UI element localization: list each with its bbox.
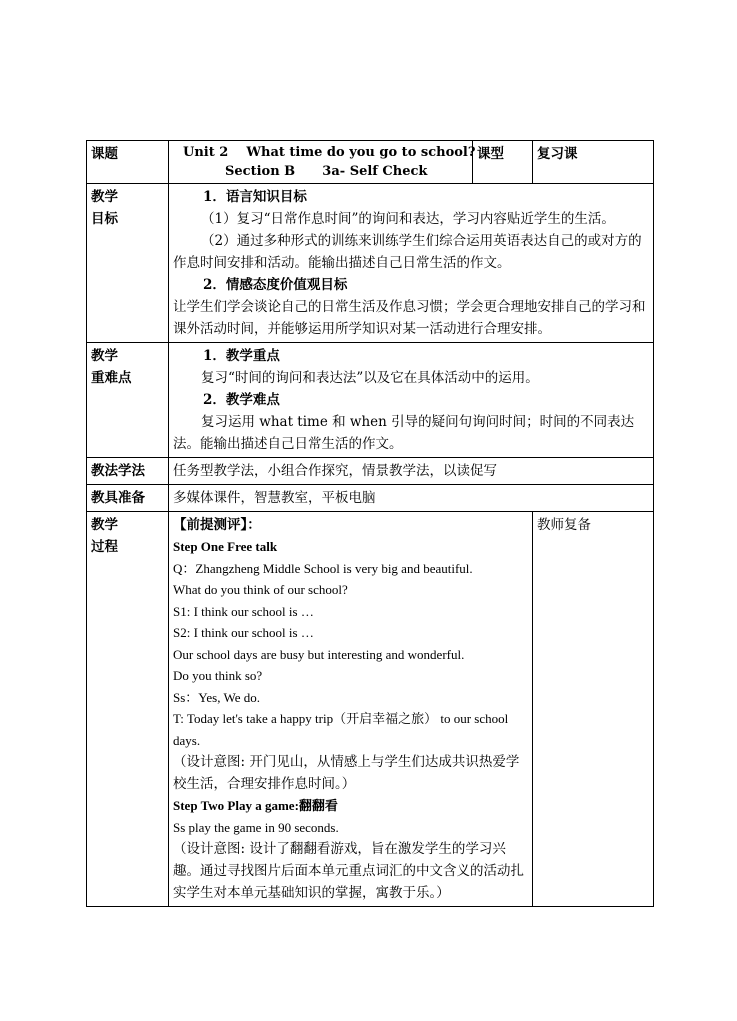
goals-item-1: （1）复习“日常作息时间”的询问和表达，学习内容贴近学生的生活。 <box>201 211 615 227</box>
key-heading-2: 2．教学难点 <box>203 392 280 408</box>
process-line-s1: S1: I think our school is … <box>173 603 314 619</box>
goals-label-1: 教学 <box>91 189 118 205</box>
process-line-what: What do you think of our school? <box>173 582 348 597</box>
goals-item-3: 让学生们学会谈论自己的日常生活及作息习惯；学会更合理地安排自己的学习和课外活动时间，并能够运用所学知识对某一活动进行合理安排。 <box>173 299 646 337</box>
process-label <box>87 512 169 907</box>
method-label: 教法学法 <box>87 458 169 485</box>
process-line-play: Ss play the game in 90 seconds. <box>173 819 339 835</box>
goals-heading-1: 1．语言知识目标 <box>203 189 307 205</box>
topic-title-line1: Unit 2 What time do you go to school? <box>183 145 476 160</box>
process-label-1: 教学 <box>91 517 118 533</box>
method-value: 任务型教学法，小组合作探究，情景教学法，以读促写 <box>169 458 654 485</box>
key-item-1: 复习“时间的询问和表达法”以及它在具体活动中的运用。 <box>201 370 539 386</box>
key-item-2: 复习运用 what time 和 when 引导的疑问句询问时间；时间的不同表达法。能输出描述自己日常生活的作文。 <box>173 414 635 452</box>
process-step-one: Step One Free talk <box>173 539 278 554</box>
topic-label: 课题 <box>87 141 169 184</box>
row-goals <box>87 184 654 343</box>
process-line-s2: S2: I think our school is … <box>173 625 314 640</box>
process-label-2: 过程 <box>91 539 118 555</box>
process-line-days: Our school days are busy but interesting and wonderful. <box>173 646 465 662</box>
lesson-plan-table <box>86 140 654 907</box>
goals-content <box>169 184 654 343</box>
row-key-points <box>87 343 654 458</box>
key-content <box>169 343 654 458</box>
goals-label-2: 目标 <box>91 211 118 227</box>
process-step-two: Step Two Play a game:翻翻看 <box>173 798 338 813</box>
process-content <box>169 512 533 907</box>
goals-heading-2: 2．情感态度价值观目标 <box>203 277 348 293</box>
teacher-review-cell: 教师复备 <box>533 512 654 907</box>
row-topic <box>87 141 654 184</box>
key-heading-1: 1．教学重点 <box>203 348 280 364</box>
row-method <box>87 458 654 485</box>
process-line-t: T: Today let's take a happy trip（开启幸福之旅） to our school days. <box>173 711 509 748</box>
type-label: 课型 <box>473 141 533 184</box>
key-label-1: 教学 <box>91 348 118 364</box>
tools-value: 多媒体课件，智慧教室，平板电脑 <box>169 485 654 512</box>
tools-label: 教具准备 <box>87 485 169 512</box>
process-pretest-heading: 【前提测评】： <box>173 517 261 533</box>
process-line-q: Q：Zhangzheng Middle School is very big and beautiful. <box>173 560 473 576</box>
row-process <box>87 512 654 907</box>
process-line-think: Do you think so? <box>173 668 263 683</box>
goals-label <box>87 184 169 343</box>
process-intent-2: （设计意图: 设计了翻翻看游戏，旨在激发学生的学习兴趣。通过寻找图片后面本单元重点词汇的中文含义的活动扎实学生对本单元基础知识的掌握，寓教于乐。） <box>173 841 524 901</box>
key-label-2: 重难点 <box>91 370 132 386</box>
type-value: 复习课 <box>533 141 654 184</box>
topic-title-line2: Section B 3a- Self Check <box>225 164 428 179</box>
row-tools <box>87 485 654 512</box>
goals-item-2: （2）通过多种形式的训练来训练学生们综合运用英语表达自己的或对方的作息时间安排和活动。能输出描述自己日常生活的作文。 <box>173 233 642 271</box>
topic-title-cell <box>169 141 476 184</box>
process-intent-1: （设计意图: 开门见山，从情感上与学生们达成共识热爱学校生活，合理安排作息时间。） <box>173 754 520 792</box>
process-line-ss: Ss：Yes, We do. <box>173 689 260 705</box>
key-label <box>87 343 169 458</box>
